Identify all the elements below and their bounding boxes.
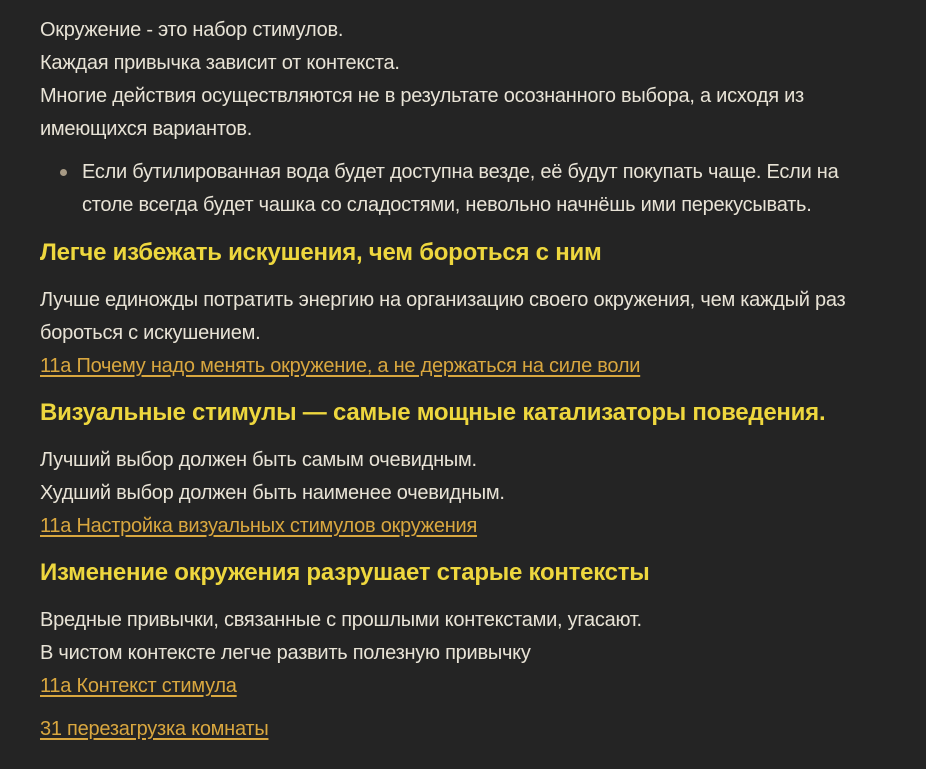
note-link-room-reset[interactable]: 31 перезагрузка комнаты — [40, 718, 269, 740]
note-link-why-change-environment[interactable]: 11a Почему надо менять окружение, а не держаться на силе воли — [40, 355, 641, 377]
section-paragraph — [40, 604, 888, 703]
footer-link-paragraph — [40, 713, 888, 746]
section-heading-visual-stimuli: Визуальные стимулы — самые мощные катализаторы поведения. — [40, 399, 826, 426]
paragraph-line: В чистом контексте легче развить полезную привычку — [40, 642, 531, 664]
section-heading-change-environment: Изменение окружения разрушает старые контексты — [40, 559, 650, 586]
section-heading-avoid-temptation: Легче избежать искушения, чем бороться с ним — [40, 239, 602, 266]
paragraph-line: Худший выбор должен быть наименее очевидным. — [40, 482, 505, 504]
paragraph-line: Вредные привычки, связанные с прошлыми контекстами, угасают. — [40, 609, 642, 631]
bullet-icon — [60, 169, 67, 176]
section-paragraph — [40, 284, 888, 383]
list-item-text: Если бутилированная вода будет доступна везде, её будут покупать чаще. Если на столе всегда будет чашка со сладостями, невольно начнёшь ими перекусывать. — [82, 161, 839, 216]
paragraph-line: Лучший выбор должен быть самым очевидным. — [40, 449, 477, 471]
paragraph-line: Многие действия осуществляются не в результате осознанного выбора, а исходя из имеющихся вариантов. — [40, 85, 804, 140]
paragraph-line: Каждая привычка зависит от контекста. — [40, 52, 400, 74]
note-link-visual-stimuli-setup[interactable]: 11a Настройка визуальных стимулов окружения — [40, 515, 478, 537]
section-paragraph — [40, 444, 888, 543]
list-item — [82, 156, 888, 222]
paragraph-line: Лучше единожды потратить энергию на организацию своего окружения, чем каждый раз бороться с искушением. — [40, 289, 846, 344]
bullet-list — [40, 156, 888, 222]
paragraph-line: Окружение - это набор стимулов. — [40, 19, 344, 41]
intro-paragraph — [40, 14, 888, 146]
note-link-stimulus-context[interactable]: 11a Контекст стимула — [40, 675, 237, 697]
